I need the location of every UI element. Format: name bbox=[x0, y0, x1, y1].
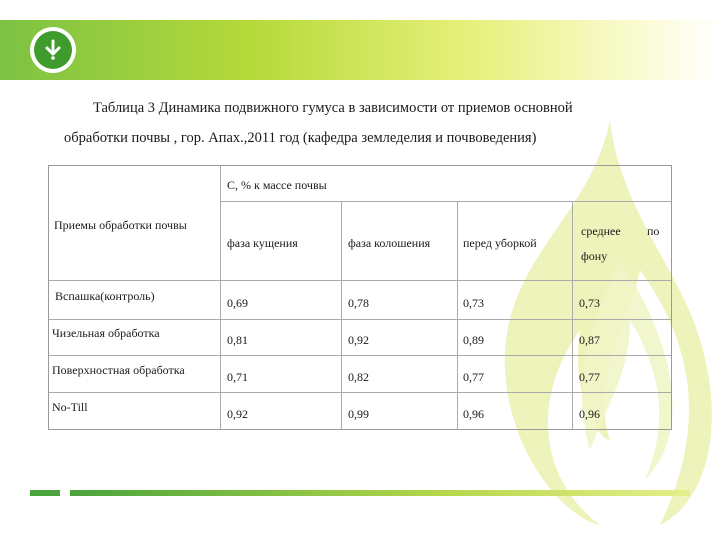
caption-line-2: обработки почвы , гор. Апах.,2011 год (кафедра земледелия и почвоведения) bbox=[64, 130, 537, 146]
header-band bbox=[0, 20, 720, 80]
column-header-average: по bbox=[647, 224, 660, 238]
column-header-average: фону bbox=[581, 249, 608, 263]
table-cell: 0,87 bbox=[579, 333, 600, 347]
table-cell: 0,71 bbox=[227, 370, 248, 384]
row-header: Приемы обработки почвы bbox=[54, 218, 187, 232]
row-label: Поверхностная обработка bbox=[52, 363, 185, 377]
table-cell: 0,99 bbox=[348, 407, 369, 421]
table-cell: 0,96 bbox=[579, 407, 600, 421]
column-header: фаза колошения bbox=[348, 236, 431, 250]
row-label: No-Till bbox=[52, 400, 88, 414]
footer-bar bbox=[70, 490, 690, 496]
caption-line-1: Таблица 3 Динамика подвижного гумуса в зависимости от приемов основной bbox=[93, 100, 573, 116]
table-cell: 0,73 bbox=[579, 296, 600, 310]
row-label: Вспашка(контроль) bbox=[55, 289, 155, 303]
table-cell: 0,77 bbox=[463, 370, 484, 384]
table-cell: 0,77 bbox=[579, 370, 600, 384]
table-cell: 0,92 bbox=[227, 407, 248, 421]
column-header: фаза кущения bbox=[227, 236, 298, 250]
table-cell: 0,82 bbox=[348, 370, 369, 384]
data-table bbox=[48, 165, 672, 430]
table-cell: 0,78 bbox=[348, 296, 369, 310]
table-cell: 0,89 bbox=[463, 333, 484, 347]
group-header: С, % к массе почвы bbox=[227, 178, 327, 192]
table-cell: 0,92 bbox=[348, 333, 369, 347]
download-arrow-icon bbox=[34, 31, 72, 69]
column-header-average: среднее bbox=[581, 224, 621, 238]
table-cell: 0,73 bbox=[463, 296, 484, 310]
table-cell: 0,96 bbox=[463, 407, 484, 421]
row-label: Чизельная обработка bbox=[52, 326, 160, 340]
column-header: перед уборкой bbox=[463, 236, 537, 250]
table-cell: 0,69 bbox=[227, 296, 248, 310]
logo bbox=[30, 27, 76, 73]
table-cell: 0,81 bbox=[227, 333, 248, 347]
footer-accent bbox=[30, 490, 60, 496]
